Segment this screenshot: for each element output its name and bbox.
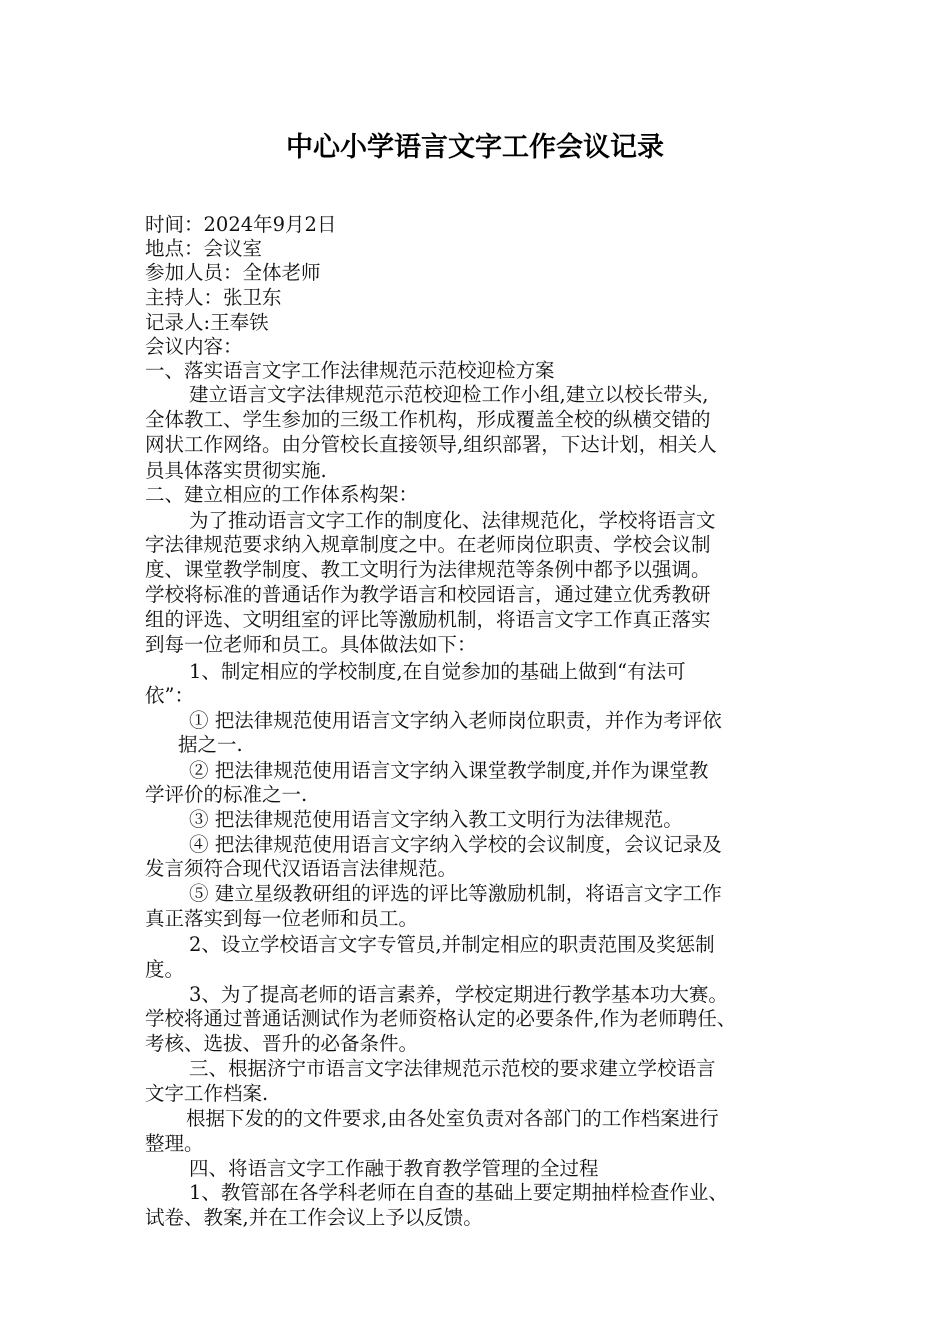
section-4-heading: 四、将语言文字工作融于教育教学管理的全过程 [189,1157,599,1180]
meeting-attendees: 参加人员：全体老师 [145,261,321,284]
subitem-2-line-2: 学评价的标准之一. [145,783,308,806]
meeting-time: 时间：2024年9月2日 [145,213,337,236]
section-2-para-line-6: 到每一位老师和员工。具体做法如下： [145,633,477,656]
item-1-line-2: 依”： [145,684,194,707]
section-2-para-line-4: 学校将标准的普通话作为教学语言和校园语言，通过建立优秀教研 [145,583,711,606]
section-2-para-line-1: 为了推动语言文字工作的制度化、法律规范化，学校将语言文 [189,509,716,532]
subitem-1-line-1: ① 把法律规范使用语言文字纳入老师岗位职责，并作为考评依 [189,709,722,732]
section-4-item-1-line-1: 1、教管部在各学科老师在自查的基础上要定期抽样检查作业、 [189,1181,728,1204]
section-2-para-line-5: 组的评选、文明组室的评比等激励机制，将语言文字工作真正落实 [145,608,711,631]
meeting-location: 地点：会议室 [145,237,263,260]
subitem-4-line-1: ④ 把法律规范使用语言文字纳入学校的会议制度，会议记录及 [189,833,722,856]
document-title: 中心小学语言文字工作会议记录 [286,132,664,163]
section-2-heading: 二、建立相应的工作体系构架： [145,483,419,506]
subitem-4-line-2: 发言须符合现代汉语语言法律规范。 [145,857,458,880]
subitem-5-line-2: 真正落实到每一位老师和员工。 [145,907,419,930]
item-3-line-3: 考核、选拔、晋升的必备条件。 [145,1032,419,1055]
item-3-line-1: 3、为了提高老师的语言素养，学校定期进行教学基本功大赛。 [189,983,728,1006]
section-2-para-line-3: 度、课堂教学制度、教工文明行为法律规范等条例中都予以强调。 [145,558,711,581]
section-1-para-line-4: 员具体落实贯彻实施. [145,459,327,482]
section-3-heading-line-1: 三、根据济宁市语言文字法律规范示范校的要求建立学校语言 [189,1057,716,1080]
item-2-line-1: 2、设立学校语言文字专管员,并制定相应的职责范围及奖惩制 [189,933,715,956]
item-2-line-2: 度。 [145,958,185,981]
meeting-host: 主持人：张卫东 [145,286,282,309]
section-3-para-line-2: 整理。 [145,1132,204,1155]
meeting-content-label: 会议内容： [145,335,243,358]
subitem-5-line-1: ⑤ 建立星级教研组的评选的评比等激励机制，将语言文字工作 [189,882,722,905]
section-2-para-line-2: 字法律规范要求纳入规章制度之中。在老师岗位职责、学校会议制 [145,533,711,556]
section-1-para-line-2: 全体教工、学生参加的三级工作机构，形成覆盖全校的纵横交错的 [145,408,711,431]
section-1-para-line-1: 建立语言文字法律规范示范校迎检工作小组,建立以校长带头, [189,383,709,406]
section-1-para-line-3: 网状工作网络。由分管校长直接领导,组织部署，下达计划，相关人 [145,433,717,456]
subitem-2-line-1: ② 把法律规范使用语言文字纳入课堂教学制度,并作为课堂教 [189,759,709,782]
subitem-3-line-1: ③ 把法律规范使用语言文字纳入教工文明行为法律规范。 [189,808,683,831]
section-3-heading-line-2: 文字工作档案. [145,1082,269,1105]
section-3-para-line-1: 根据下发的的文件要求,由各处室负责对各部门的工作档案进行 [186,1107,719,1130]
section-4-item-1-line-2: 试卷、教案,并在工作会议上予以反馈。 [145,1206,483,1229]
section-1-heading: 一、落实语言文字工作法律规范示范校迎检方案 [145,359,555,382]
item-1-line-1: 1、制定相应的学校制度,在自觉参加的基础上做到“有法可 [189,660,686,683]
meeting-recorder: 记录人:王奉铁 [145,311,269,334]
item-3-line-2: 学校将通过普通话测试作为老师资格认定的必要条件,作为老师聘任、 [145,1007,737,1030]
subitem-1-line-2: 据之一. [178,733,243,756]
